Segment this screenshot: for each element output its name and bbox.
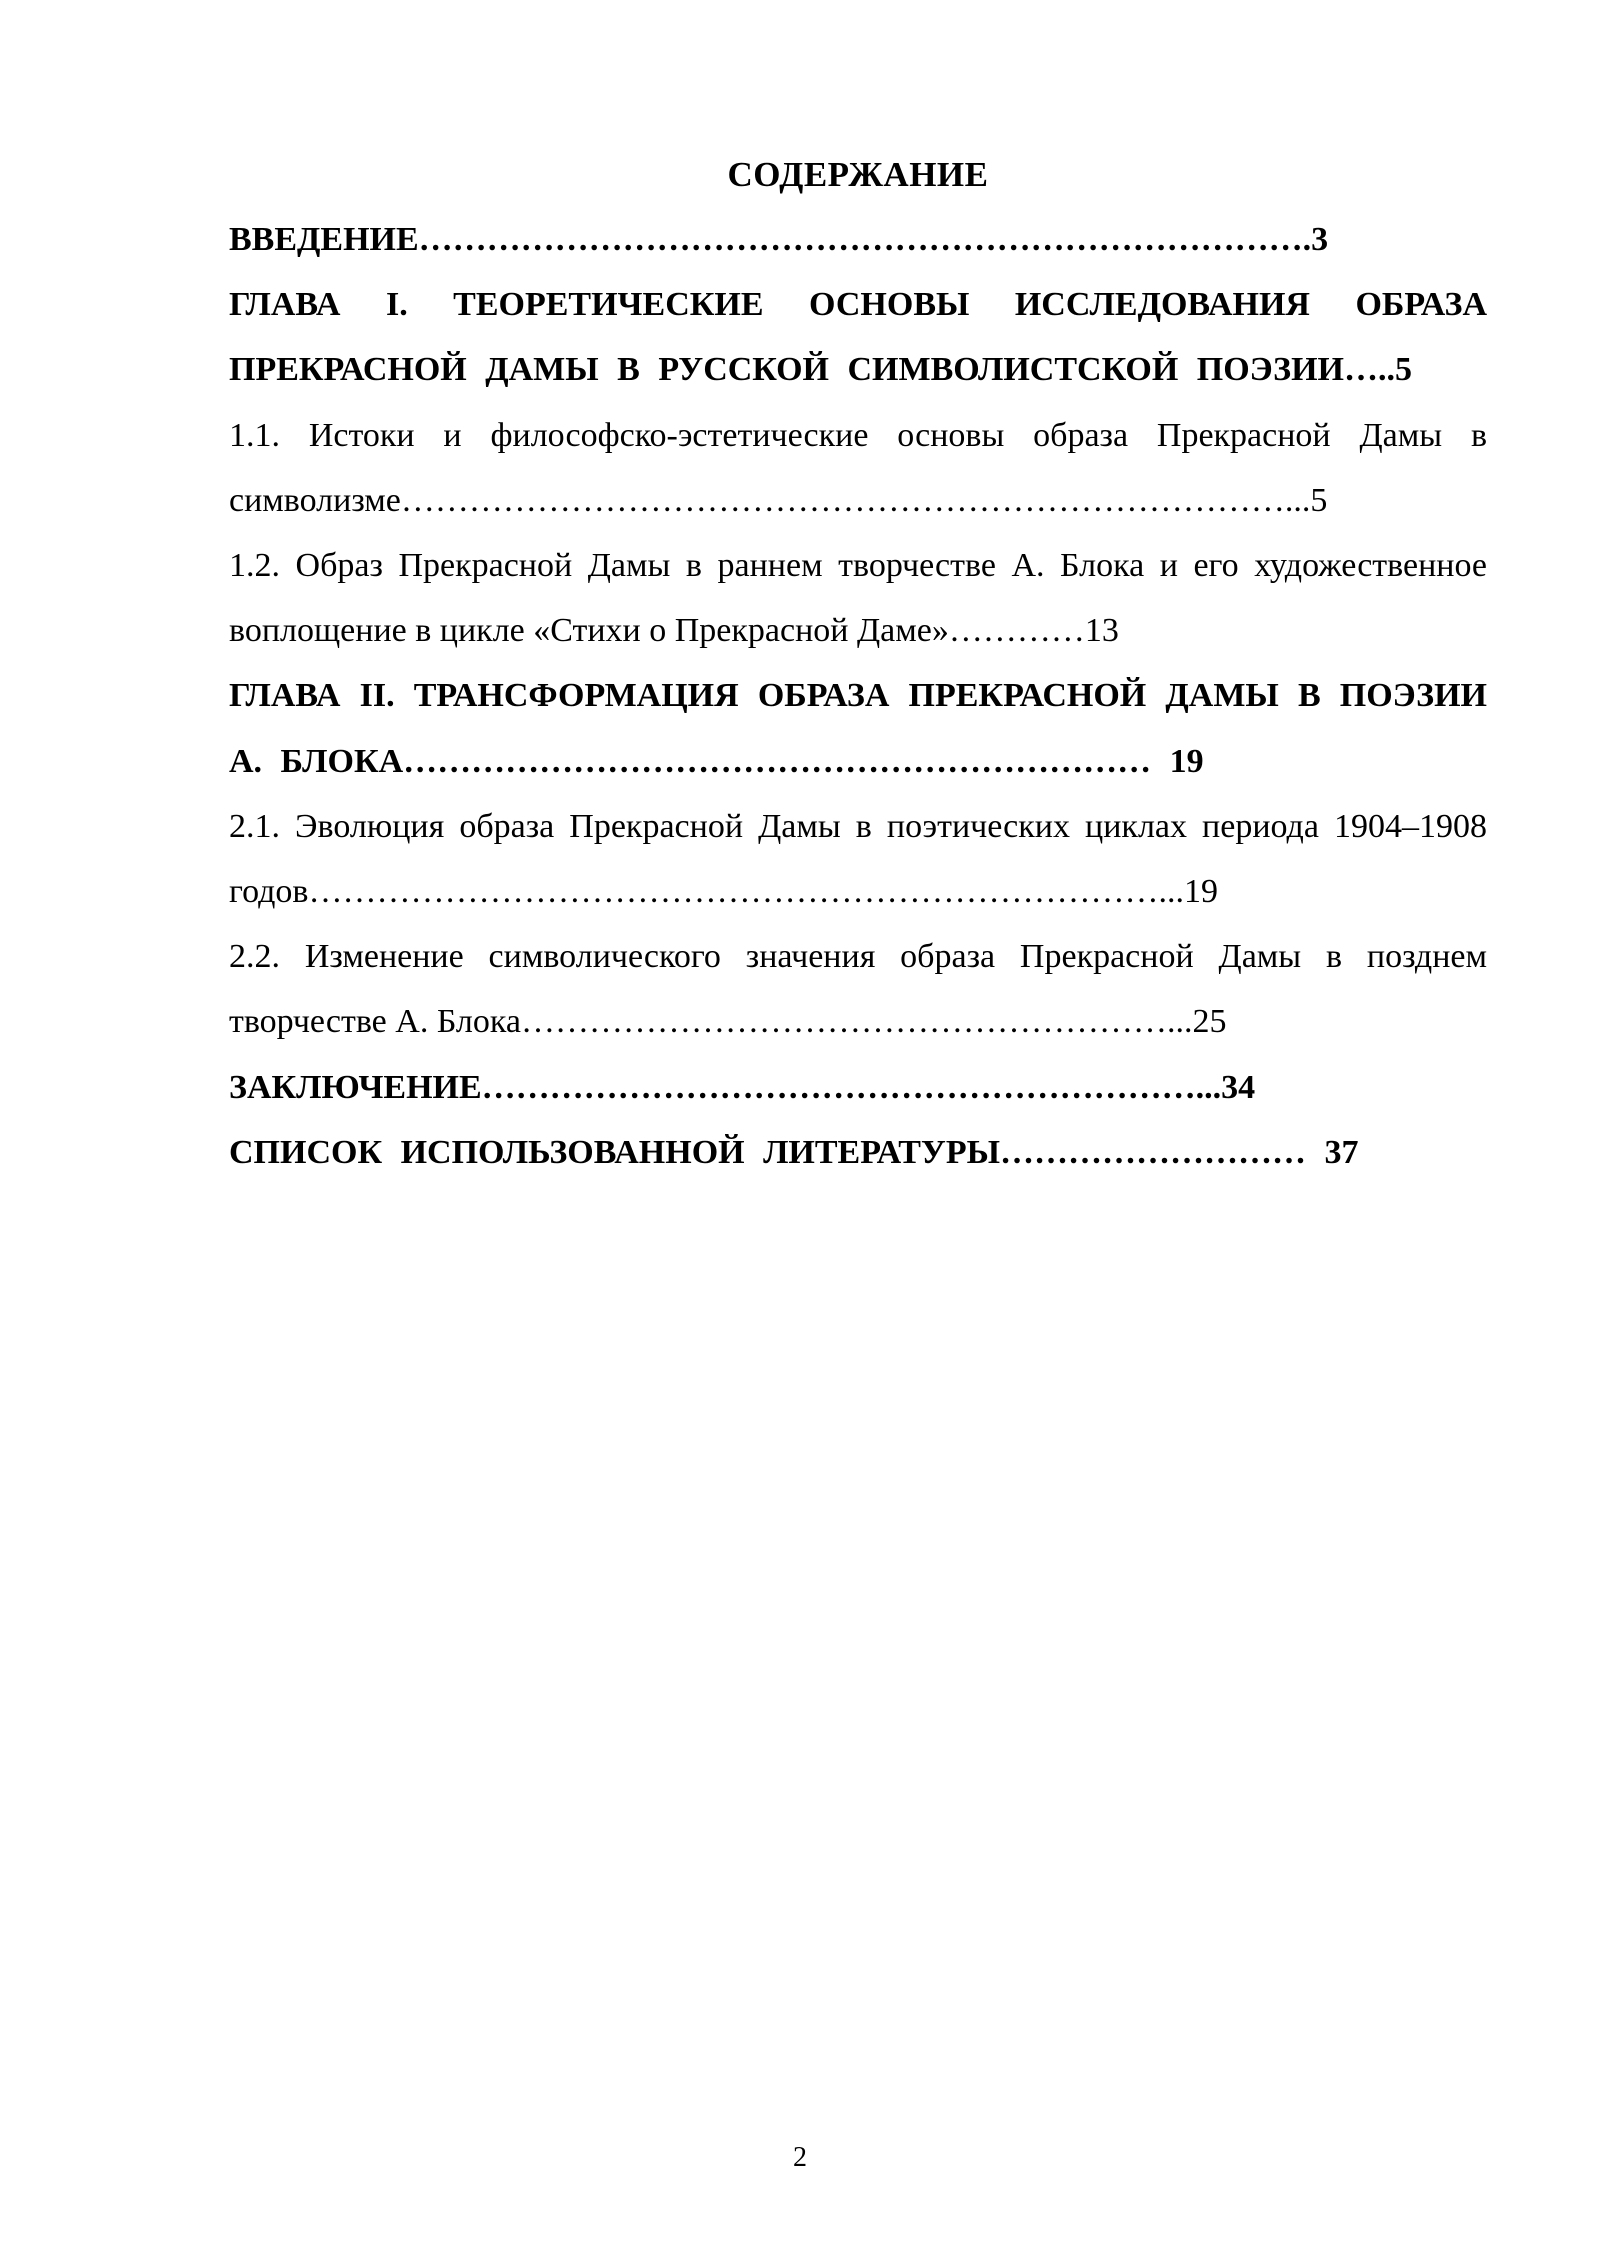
toc-entry-chapter-1: ГЛАВА I. ТЕОРЕТИЧЕСКИЕ ОСНОВЫ ИССЛЕДОВАНИЯ ОБРАЗА ПРЕКРАСНОЙ ДАМЫ В РУССКОЙ СИМВОЛИСТСКОЙ ПОЭЗИИ…..5 bbox=[229, 286, 1487, 389]
toc-entry-introduction: ВВЕДЕНИЕ…………………………………………………………………….3 bbox=[229, 221, 1329, 258]
toc-entry-conclusion: ЗАКЛЮЧЕНИЕ………………………………………………………...34 bbox=[229, 1068, 1256, 1106]
toc-title: СОДЕРЖАНИЕ bbox=[727, 155, 989, 194]
page-number: 2 bbox=[793, 2142, 807, 2173]
toc-entry-section-2-1: 2.1. Эволюция образа Прекрасной Дамы в поэтических циклах периода 1904–1908 годов…………………………………………………………………...19 bbox=[229, 807, 1487, 911]
toc-entry-section-2-2: 2.2. Изменение символического значения образа Прекрасной Дамы в позднем творчестве А. Блока…………………………………………………...25 bbox=[229, 938, 1487, 1041]
toc-entry-chapter-2: ГЛАВА II. ТРАНСФОРМАЦИЯ ОБРАЗА ПРЕКРАСНОЙ ДАМЫ В ПОЭЗИИ А. БЛОКА………………………………………………………… 19 bbox=[229, 677, 1487, 780]
toc-entry-section-1-1: 1.1. Истоки и философско-эстетические основы образа Прекрасной Дамы в символизме……………………………………………………………………...5 bbox=[229, 416, 1487, 519]
toc-entry-section-1-2: 1.2. Образ Прекрасной Дамы в раннем творчестве А. Блока и его художественное воплощение в цикле «Стихи о Прекрасной Даме»…………13 bbox=[229, 547, 1487, 650]
table-of-contents bbox=[229, 142, 1487, 1185]
toc-entry-bibliography: СПИСОК ИСПОЛЬЗОВАННОЙ ЛИТЕРАТУРЫ……………………… 37 bbox=[229, 1133, 1359, 1171]
